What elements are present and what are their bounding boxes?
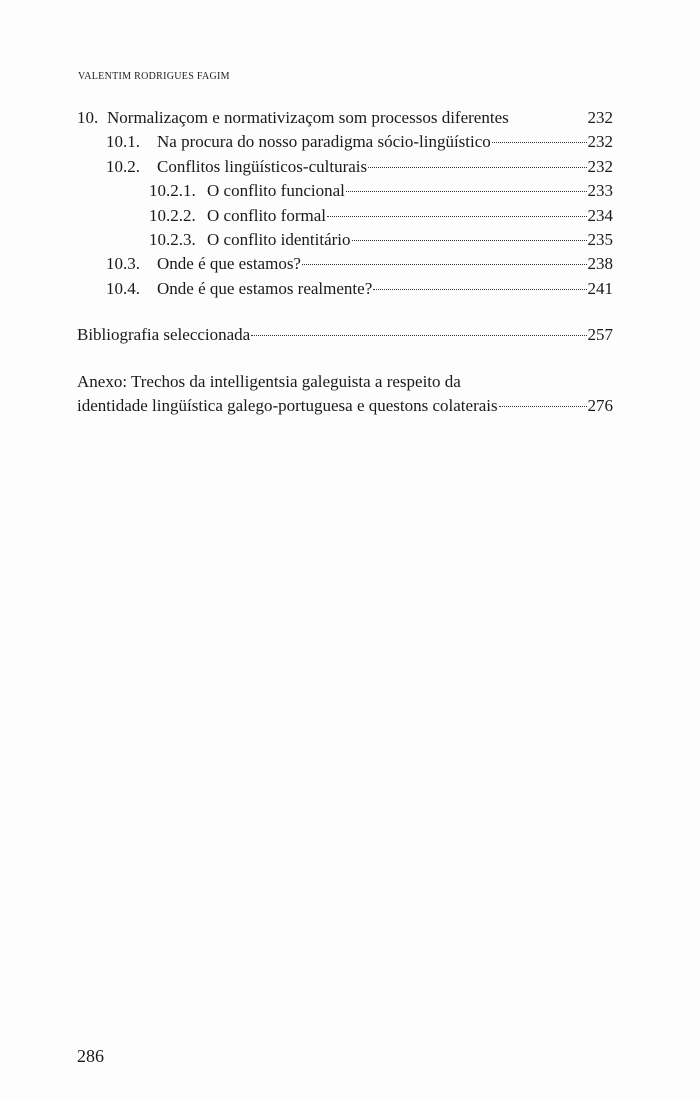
toc-entry-number: 10.2.2. <box>149 205 196 225</box>
toc-entry-number: 10.1. <box>106 132 140 152</box>
dot-leader <box>346 191 587 192</box>
toc-entry-title: Conflitos lingüísticos-culturais <box>157 156 368 176</box>
toc-entry <box>77 279 613 303</box>
toc-entry-number: 10.2.3. <box>149 229 196 249</box>
toc-entry <box>77 157 613 181</box>
toc-entry-page: 241 <box>587 278 613 298</box>
running-head: VALENTIM RODRIGUES FAGIM <box>78 71 230 82</box>
toc-entry-title: O conflito identitário <box>207 229 351 249</box>
section-gap <box>77 303 613 325</box>
toc-entry-title: Na procura do nosso paradigma sócio-lingüístico <box>157 132 491 152</box>
toc-entry <box>77 206 613 230</box>
toc-entry-title: Bibliografia seleccionada <box>77 325 251 345</box>
toc-entry-page: 257 <box>587 325 613 345</box>
toc-entry <box>77 254 613 278</box>
toc-entry-title: O conflito funcional <box>207 181 345 201</box>
toc-entry-number: 10. <box>77 108 99 127</box>
toc-entry-page: 233 <box>587 181 613 201</box>
toc-entry <box>77 108 613 132</box>
dot-leader <box>373 289 586 290</box>
toc-entry-page: 235 <box>587 229 613 249</box>
toc-entry-page: 238 <box>587 254 613 274</box>
dot-leader <box>302 264 587 265</box>
toc-annex-title-continued: identidade lingüística galego-portuguesa e questons colaterais <box>77 395 498 415</box>
toc-entry-page: 232 <box>587 132 613 152</box>
toc-entry-page: 276 <box>587 395 613 415</box>
toc-entry-number: 10.2.1. <box>149 181 196 201</box>
toc-annex <box>77 396 613 420</box>
dot-leader <box>327 216 587 217</box>
toc-annex-title: Anexo: Trechos da intelligentsia galeguista a respeito da <box>77 371 461 391</box>
page-number: 286 <box>77 1046 104 1066</box>
toc-entry-title: O conflito formal <box>207 205 326 225</box>
toc-entry-page: 232 <box>587 156 613 176</box>
toc-bibliography <box>77 325 613 349</box>
toc-entry-number: 10.2. <box>106 156 140 176</box>
table-of-contents <box>77 108 613 420</box>
toc-entry-title: Onde é que estamos? <box>157 254 301 274</box>
toc-entry <box>77 230 613 254</box>
toc-entry-page: 234 <box>587 205 613 225</box>
toc-entry-title: Normalizaçom e normativizaçom som processos diferentes <box>107 108 509 127</box>
toc-entry-page: 232 <box>587 108 613 127</box>
section-gap <box>77 350 613 372</box>
toc-entry-number: 10.3. <box>106 254 140 274</box>
toc-entry-title: Onde é que estamos realmente? <box>157 278 373 298</box>
dot-leader <box>499 406 587 407</box>
toc-entry-number: 10.4. <box>106 278 140 298</box>
dot-leader <box>368 167 586 168</box>
dot-leader <box>352 240 587 241</box>
toc-entry <box>77 132 613 156</box>
dot-leader <box>251 335 586 336</box>
toc-entry <box>77 181 613 205</box>
dot-leader <box>492 142 587 143</box>
